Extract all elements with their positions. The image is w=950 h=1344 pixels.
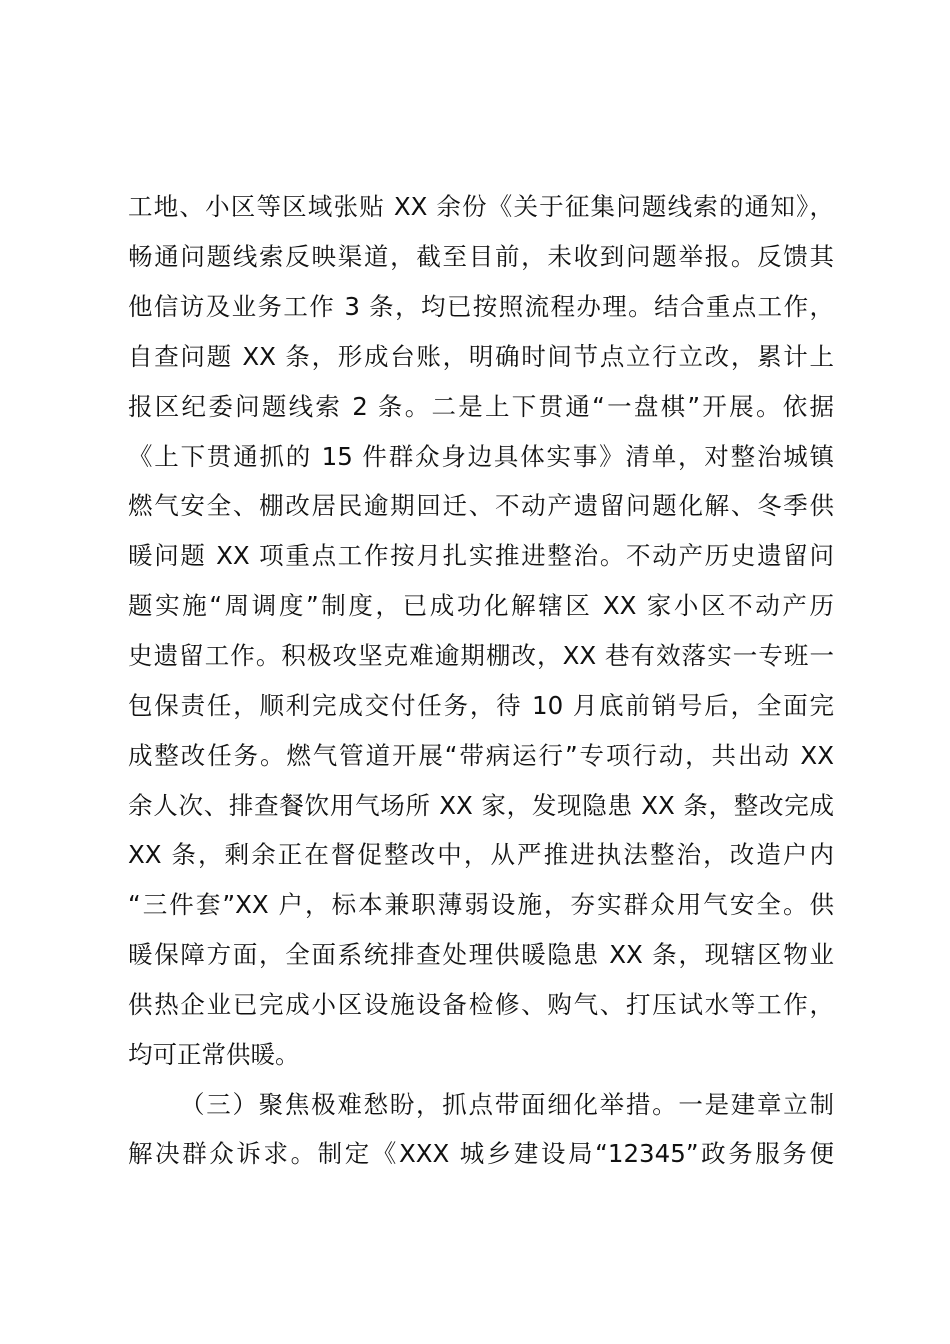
paragraph-line-7: 燃气安全、棚改居民逾期回迁、不动产遗留问题化解、冬季供 bbox=[128, 491, 834, 520]
paragraph-line-14: XX 条，剩余正在督促整改中，从严推进执法整治，改造户内 bbox=[128, 840, 834, 869]
paragraph-line-3: 他信访及业务工作 3 条，均已按照流程办理。结合重点工作， bbox=[128, 292, 834, 321]
section-heading-line: （三）聚焦极难愁盼，抓点带面细化举措。一是建章立制 bbox=[180, 1090, 834, 1119]
paragraph-line-6: 《上下贯通抓的 15 件群众身边具体实事》清单，对整治城镇 bbox=[128, 442, 834, 471]
paragraph-line-16: 暖保障方面，全面系统排查处理供暖隐患 XX 条，现辖区物业 bbox=[128, 940, 834, 969]
paragraph-line-1: 工地、小区等区域张贴 XX 余份《关于征集问题线索的通知》， bbox=[128, 192, 834, 221]
paragraph-line-17: 供热企业已完成小区设施设备检修、购气、打压试水等工作， bbox=[128, 990, 834, 1019]
paragraph-line-12: 成整改任务。燃气管道开展“带病运行”专项行动，共出动 XX bbox=[128, 741, 834, 770]
paragraph-line-5: 报区纪委问题线索 2 条。二是上下贯通“一盘棋”开展。依据 bbox=[128, 392, 834, 421]
paragraph-line-11: 包保责任，顺利完成交付任务，待 10 月底前销号后，全面完 bbox=[128, 691, 834, 720]
paragraph-line-8: 暖问题 XX 项重点工作按月扎实推进整治。不动产历史遗留问 bbox=[128, 541, 834, 570]
paragraph-line-4: 自查问题 XX 条，形成台账，明确时间节点立行立改，累计上 bbox=[128, 342, 834, 371]
paragraph-line-13: 余人次、排查餐饮用气场所 XX 家，发现隐患 XX 条，整改完成 bbox=[128, 791, 834, 820]
paragraph-line-9: 题实施“周调度”制度，已成功化解辖区 XX 家小区不动产历 bbox=[128, 591, 834, 620]
paragraph-line-18: 均可正常供暖。 bbox=[128, 1040, 300, 1069]
paragraph-line-10: 史遗留工作。积极攻坚克难逾期棚改，XX 巷有效落实一专班一 bbox=[128, 641, 834, 670]
paragraph-line-15: “三件套”XX 户，标本兼职薄弱设施，夯实群众用气安全。供 bbox=[128, 890, 834, 919]
paragraph-line-2: 畅通问题线索反映渠道，截至目前，未收到问题举报。反馈其 bbox=[128, 242, 834, 271]
paragraph-line-20: 解决群众诉求。制定《XXX 城乡建设局“12345”政务服务便 bbox=[128, 1139, 834, 1168]
